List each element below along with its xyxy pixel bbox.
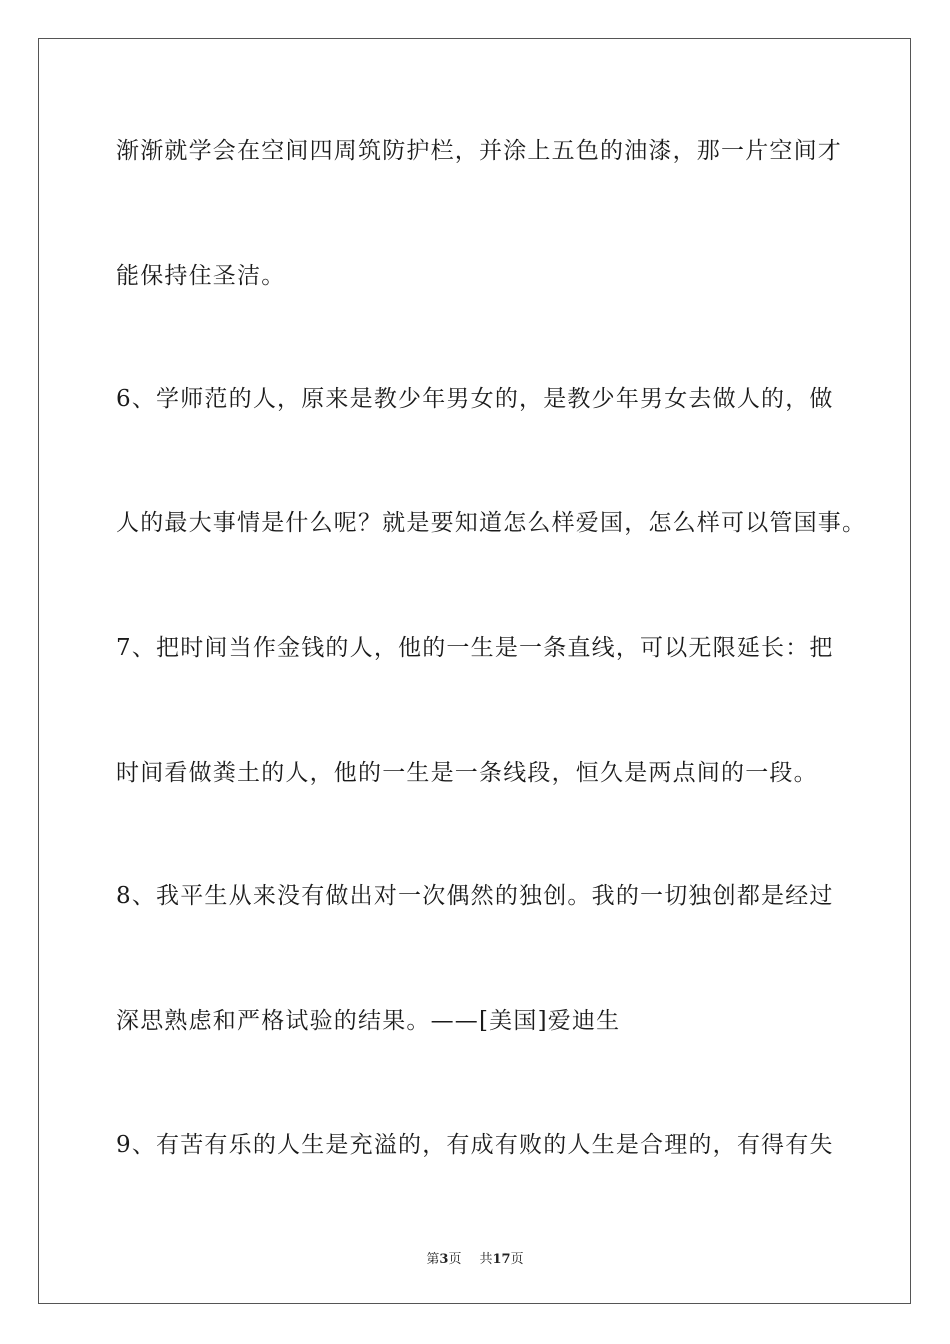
- page-suffix: 页: [448, 1252, 462, 1267]
- body-line-7: 8、我平生从来没有做出对一次偶然的独创。我的一切独创都是经过: [116, 883, 834, 909]
- total-prefix: 共: [479, 1252, 493, 1267]
- body-line-2: 能保持住圣洁。: [116, 263, 286, 289]
- total-pages-number: 17: [492, 1252, 511, 1267]
- body-line-4: 人的最大事情是什么呢？就是要知道怎么样爱国，怎么样可以管国事。: [116, 510, 867, 536]
- page-footer: [0, 1248, 950, 1267]
- body-line-5: 7、把时间当作金钱的人，他的一生是一条直线，可以无限延长：把: [116, 635, 834, 661]
- body-line-6: 时间看做粪土的人，他的一生是一条线段，恒久是两点间的一段。: [116, 760, 818, 786]
- body-line-3: 6、学师范的人，原来是教少年男女的，是教少年男女去做人的，做: [116, 386, 834, 412]
- page-prefix: 第: [426, 1252, 440, 1267]
- current-page-number: 3: [439, 1252, 449, 1267]
- body-line-8: 深思熟虑和严格试验的结果。——[美国]爱迪生: [116, 1008, 621, 1034]
- body-line-9: 9、有苦有乐的人生是充溢的，有成有败的人生是合理的，有得有失: [116, 1132, 834, 1158]
- total-suffix: 页: [510, 1252, 524, 1267]
- page-border: [38, 38, 911, 1304]
- body-line-1: 渐渐就学会在空间四周筑防护栏，并涂上五色的油漆，那一片空间才: [116, 138, 842, 164]
